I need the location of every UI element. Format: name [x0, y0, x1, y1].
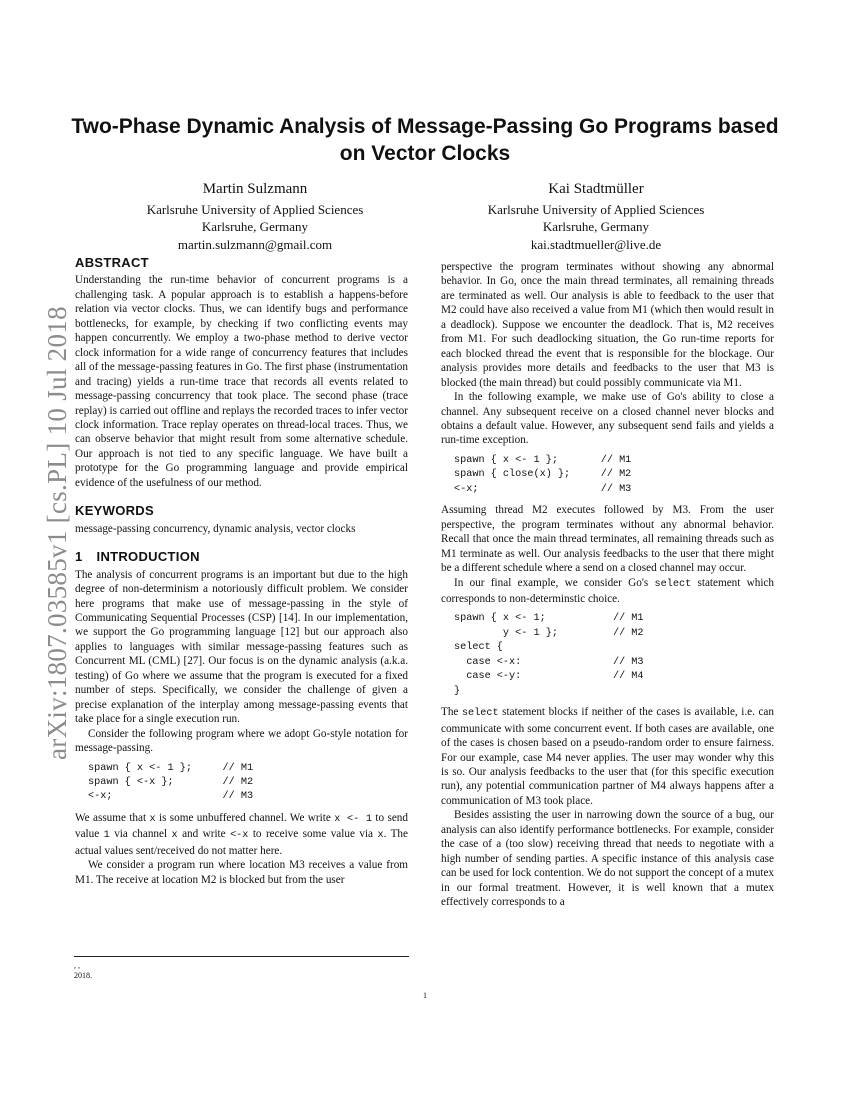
right-paragraph-5: The select statement blocks if neither of the cases is available, i.e. can communicate with some concurrent event. If both cases are available, one of the cases is chosen based on a pseudo-random order to ensure fairness. For our example, case M4 never applies. The user may wonder why this is so. Our analysis feedbacks to the user that (for this specific execution run), any potential communication partner of M4 always happens after a communication of M3 took place.: [441, 706, 774, 807]
author-name: Kai Stadtmüller: [548, 181, 644, 197]
keywords-text: message-passing concurrency, dynamic analysis, vector clocks: [75, 522, 356, 535]
abstract-heading: ABSTRACT: [75, 255, 149, 270]
left-column: [75, 256, 408, 887]
right-paragraph-1: perspective the program terminates without showing any abnormal behavior. In Go, once the main thread terminates, all remaining threads are terminated as well. Our analysis is able to feedback to the user that M2 could have also received a value from M1 (which then would result in a deadlock). Suppose we encounter the deadlock. That is, M2 receives from M1. For such deadlocking situation, the Go run-time reports for each blocked thread the event that is responsible for the blockage. Our analysis provides more details and feedbacks to the user that M3 is blocked (the main thread) but could possibly communicate via M1.: [441, 261, 774, 389]
author-affiliation: Karlsruhe University of Applied Sciences: [487, 202, 705, 217]
right-paragraph-6: Besides assisting the user in narrowing down the source of a bug, our analysis can also identify performance bottlenecks. For example, consider the case of a (too slow) receiving thread that needs to negotiate with a high number of sending parties. A specific instance of this analysis case can be used for lock contention. We do not support the concept of a mutex in our formal treatment. However, it is well known that a mutex effectively corresponds to a: [441, 809, 774, 909]
section-number: 1: [75, 549, 83, 565]
code-block-2: spawn { x <- 1 }; // M1 spawn { close(x) }; // M2 <-x; // M3: [454, 454, 632, 495]
page-number: 1: [423, 991, 427, 1000]
code-block-3: spawn { x <- 1; // M1 y <- 1 }; // M2 select { case <-x: // M3 case <-y: // M4 }: [454, 613, 644, 697]
section-heading-introduction: [75, 550, 408, 564]
paper-title: Two-Phase Dynamic Analysis of Message-Passing Go Programs based on Vector Clocks: [71, 115, 779, 165]
code-block-1: spawn { x <- 1 }; // M1 spawn { <-x }; // M2 <-x; // M3: [88, 762, 254, 803]
arxiv-watermark: arXiv:1807.03585v1 [cs.PL] 10 Jul 2018: [42, 306, 72, 760]
author-location: Karlsruhe, Germany: [542, 219, 650, 235]
intro-paragraph-2: Consider the following program where we adopt Go-style notation for message-passing.: [75, 727, 408, 755]
intro-paragraph-3: We assume that x is some unbuffered channel. We write x <- 1 to send value 1 via channel x and write <-x to receive some value via x. The actual values sent/received do not matter here.: [75, 811, 408, 857]
author-affiliation: Karlsruhe University of Applied Sciences: [146, 202, 364, 217]
author-block-2: [446, 180, 746, 253]
intro-paragraph-4: We consider a program run where location M3 receives a value from M1. The receive at location M2 is blocked but from the user: [75, 859, 408, 886]
keywords-heading: KEYWORDS: [75, 503, 154, 519]
author-name: Martin Sulzmann: [202, 181, 308, 197]
author-email: martin.sulzmann@gmail.com: [177, 236, 333, 252]
author-email: kai.stadtmueller@live.de: [530, 236, 662, 252]
footnote: [74, 956, 409, 981]
intro-paragraph-1: The analysis of concurrent programs is an important but due to the high degree of non-determinism a notoriously difficult problem. We consider here programs that make use of message-passing in the style of Communicating Sequential Processes (CSP) [14]. In our implementation, we support the Go programming language [12] but our approach also applies to languages with similar message-passing features such as Concurrent ML (CML) [27]. Our focus is on the dynamic analysis (a.k.a. testing) of Go where we assume that the program is executed for a fixed number of steps. Specifically, we consider the challenge of given a precise explanation of the interplay among message-passing events that take place for a single execution run.: [75, 568, 408, 726]
author-block-1: [105, 180, 405, 253]
footnote-line-2: 2018.: [74, 971, 92, 980]
right-column: [441, 260, 774, 909]
right-paragraph-2: In the following example, we make use of Go's ability to close a channel. Any subsequent receive on a closed channel never blocks and obtains a default value. However, any subsequent send fails and yields a run-time exception.: [441, 391, 774, 447]
section-title: INTRODUCTION: [96, 549, 200, 565]
right-paragraph-3: Assuming thread M2 executes followed by M3. From the user perspective, the program terminates without any abnormal behavior. Recall that once the main thread terminates, all remaining threads such as M1 terminate as well. Our analysis feedbacks to the user that there might be a different schedule where a send on a closed channel may occur.: [441, 504, 774, 575]
right-paragraph-4: In our final example, we consider Go's select statement which corresponds to non-determinstic choice.: [441, 576, 774, 605]
abstract-text: Understanding the run-time behavior of concurrent programs is a challenging task. A popular approach is to establish a happens-before relation via vector clocks. Thus, we can identify bugs and performance bottlenecks, for example, by checking if two conflicting events may happen concurrently. We employ a two-phase method to derive vector clock information for a wide range of concurrency features that includes all of the message-passing features in Go. The first phase (instrumentation and tracing) yields a run-time trace that records all events related to message-passing concurrency that took place. The second phase (trace replay) is carried out offline and replays the recorded traces to infer vector clock information. Trace replay operates on thread-local traces. Thus, we can observe behavior that might result from some alternative schedule. Our approach is not tied to any specific language. We have built a prototype for the Go programming language and provide empirical evidence of the usefulness of our method.: [75, 274, 408, 489]
author-location: Karlsruhe, Germany: [201, 219, 309, 235]
footnote-line-1: , ,: [74, 961, 80, 970]
